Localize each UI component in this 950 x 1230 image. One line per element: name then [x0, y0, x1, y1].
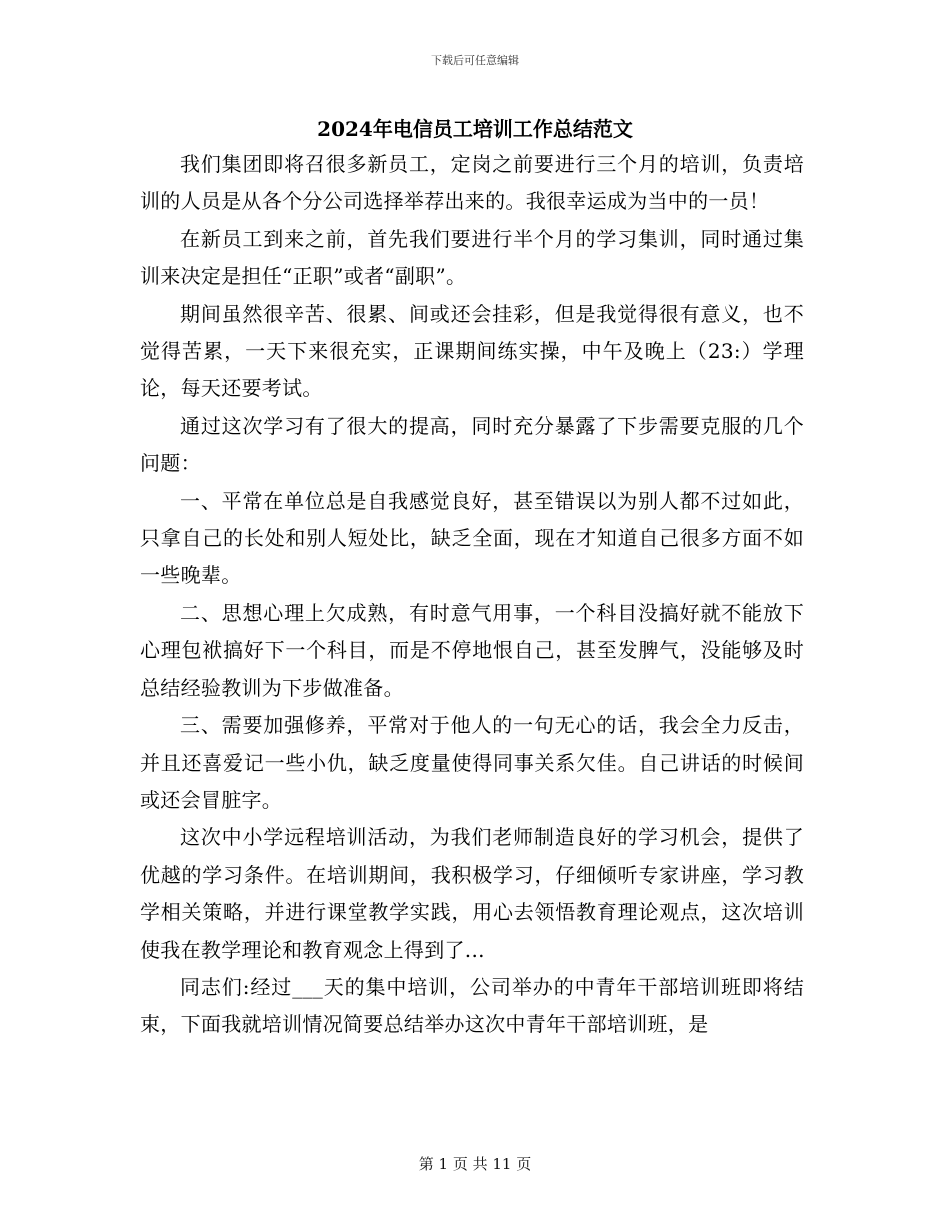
document-body: [140, 146, 804, 1044]
paragraph-4: 通过这次学习有了很大的提高，同时充分暴露了下步需要克服的几个问题：: [140, 413, 804, 476]
document-title: 2024年电信员工培训工作总结范文: [317, 117, 633, 141]
paragraph-7: 三、需要加强修养，平常对于他人的一句无心的话，我会全力反击，并且还喜爱记一些小仇，缺乏度量使得同事关系欠佳。自己讲话的时候间或还会冒脏字。: [140, 713, 804, 812]
paragraph-9: 同志们:经过___天的集中培训，公司举办的中青年干部培训班即将结束，下面我就培训情况简要总结举办这次中青年干部培训班，是: [140, 974, 804, 1037]
paragraph-8: 这次中小学远程培训活动，为我们老师制造良好的学习机会，提供了优越的学习条件。在培训期间，我积极学习，仔细倾听专家讲座，学习教学相关策略，并进行课堂教学实践，用心去领悟教育理论观点，这次培训使我在教学理论和教育观念上得到了...: [140, 825, 804, 962]
page-number: 第 1 页 共 11 页: [418, 1155, 532, 1173]
paragraph-5: 一、平常在单位总是自我感觉良好，甚至错误以为别人都不过如此，只拿自己的长处和别人短处比，缺乏全面，现在才知道自己很多方面不如一些晚辈。: [140, 488, 804, 588]
page-header-note: 下载后可任意编辑: [431, 54, 519, 67]
paragraph-6: 二、思想心理上欠成熟，有时意气用事，一个科目没搞好就不能放下心理包袱搞好下一个科目，而是不停地恨自己，甚至发脾气，没能够及时总结经验教训为下步做准备。: [140, 600, 804, 700]
paragraph-3: 期间虽然很辛苦、很累、间或还会挂彩，但是我觉得很有意义，也不觉得苦累，一天下来很充实，正课期间练实操，中午及晚上（23:）学理论，每天还要考试。: [140, 301, 804, 401]
paragraph-2: 在新员工到来之前，首先我们要进行半个月的学习集训，同时通过集训来决定是担任“正职”或者“副职”。: [140, 226, 804, 289]
paragraph-1: 我们集团即将召很多新员工，定岗之前要进行三个月的培训，负责培训的人员是从各个分公司选择举荐出来的。我很幸运成为当中的一员！: [140, 152, 804, 214]
